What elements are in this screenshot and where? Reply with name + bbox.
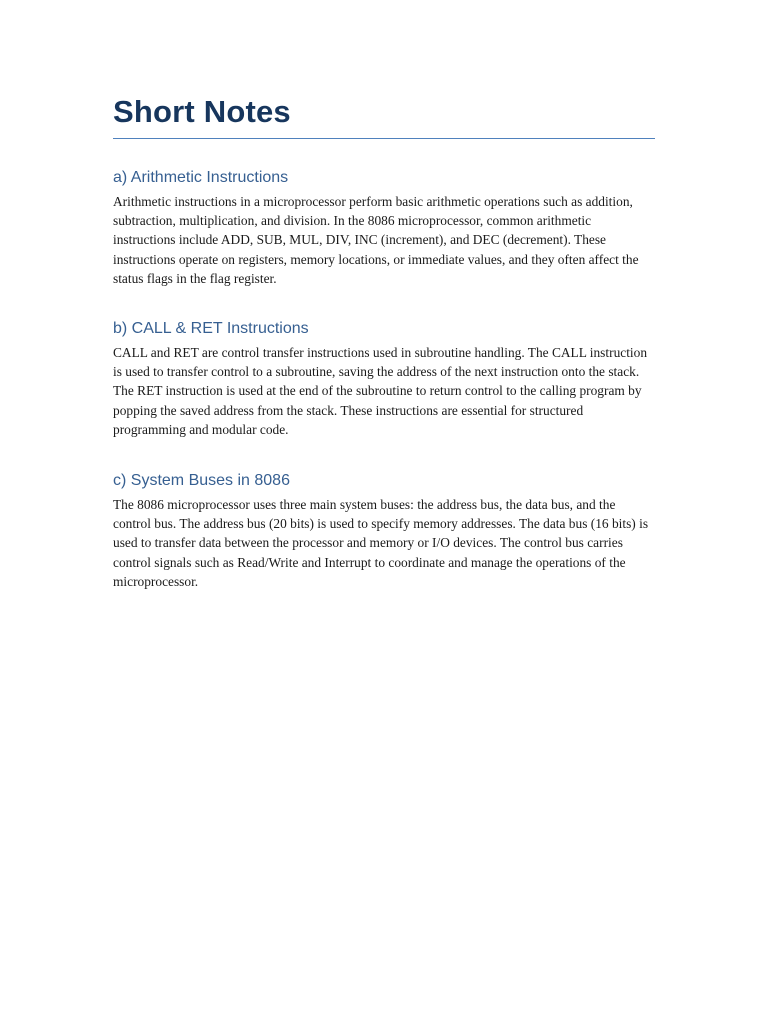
section-heading: b) CALL & RET Instructions <box>113 320 309 338</box>
section-heading: c) System Buses in 8086 <box>113 472 290 490</box>
section-arithmetic-instructions <box>113 168 655 288</box>
section-call-ret-instructions <box>113 319 655 439</box>
section-paragraph: CALL and RET are control transfer instructions used in subroutine handling. The CALL instruction is used to transfer control to a subroutine, saving the address of the next instruction onto the stack. The RET instruction is used at the end of the subroutine to return control to the calling program by popping the saved address from the stack. These instructions are essential for structured programming and modular code. <box>113 345 648 437</box>
page-title: Short Notes <box>113 92 655 139</box>
section-paragraph: Arithmetic instructions in a microprocessor perform basic arithmetic operations such as addition, subtraction, multiplication, and division. In the 8086 microprocessor, common arithmetic instructions include ADD, SUB, MUL, DIV, INC (increment), and DEC (decrement). These instructions operate on registers, memory locations, or immediate values, and they often affect the status flags in the flag register. <box>113 194 639 286</box>
section-heading: a) Arithmetic Instructions <box>113 169 289 186</box>
document-content <box>113 92 655 591</box>
section-paragraph: The 8086 microprocessor uses three main system buses: the address bus, the data bus, and the control bus. The address bus (20 bits) is used to specify memory addresses. The data bus (16 bits) is used to transfer data between the processor and memory or I/O devices. The control bus carries control signals such as Read/Write and Interrupt to coordinate and manage the operations of the microprocessor. <box>113 497 649 589</box>
section-system-buses <box>113 471 655 591</box>
